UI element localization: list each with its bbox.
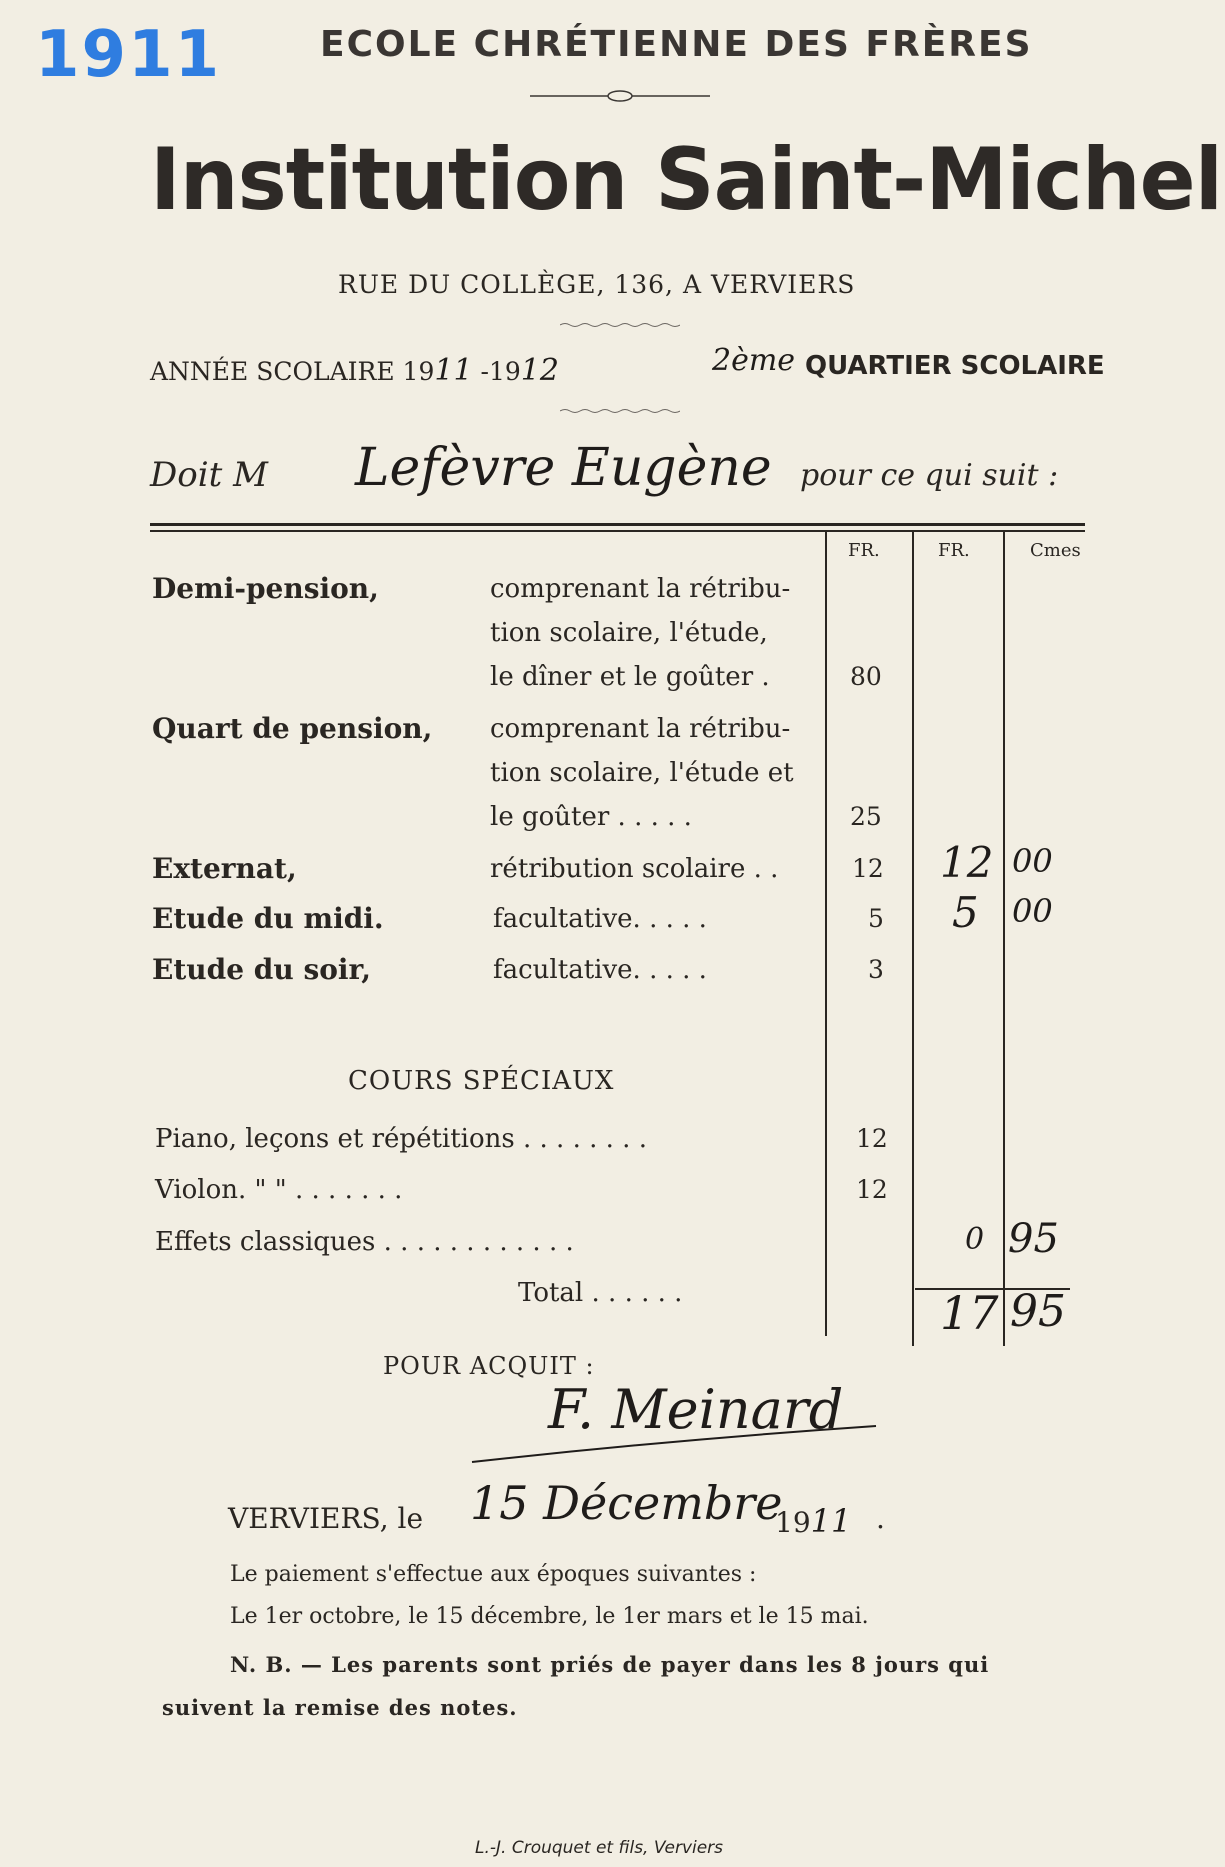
date-year-prefix: 19 — [775, 1506, 811, 1539]
ornament-divider — [530, 88, 710, 104]
small-divider-2 — [560, 408, 680, 414]
small-divider — [560, 322, 680, 328]
midi-c-handwritten: 00 — [1012, 892, 1053, 930]
item-desc-line: comprenant la rétribu- — [490, 714, 791, 744]
debtor-name-handwritten: Lefèvre Eugène — [355, 438, 772, 498]
column-header-rate: FR. — [848, 540, 880, 561]
total-fr-handwritten: 17 — [940, 1286, 999, 1340]
school-name: ECOLE CHRÉTIENNE DES FRÈRES — [320, 24, 1033, 65]
item-desc-line: tion scolaire, l'étude, — [490, 618, 768, 648]
item-desc-line: tion scolaire, l'étude et — [490, 758, 794, 788]
effets-fr-handwritten: 0 — [965, 1222, 985, 1257]
school-year-label: ANNÉE SCOLAIRE 19 — [150, 357, 435, 386]
violon-line: Violon. " " . . . . . . . — [155, 1175, 403, 1205]
year-end-handwritten: 12 — [520, 353, 559, 388]
column-rule-1 — [825, 531, 827, 1336]
item-rate: 12 — [852, 854, 884, 883]
term-handwritten: 2ème — [712, 343, 796, 378]
item-label-etude-midi: Etude du midi. — [152, 902, 384, 935]
payment-note-2: Le 1er octobre, le 15 décembre, le 1er mars et le 15 mai. — [230, 1604, 869, 1629]
piano-rate: 12 — [856, 1124, 888, 1153]
school-year-sep: -19 — [472, 357, 521, 386]
item-rate: 80 — [850, 662, 882, 691]
item-desc-line: facultative. . . . . — [493, 904, 707, 934]
effets-line: Effets classiques . . . . . . . . . . . . — [155, 1227, 574, 1257]
term-label: QUARTIER SCOLAIRE — [805, 351, 1105, 381]
total-label: Total . . . . . . — [518, 1278, 683, 1308]
item-desc-line: le goûter . . . . . — [490, 802, 692, 832]
midi-fr-handwritten: 5 — [952, 888, 979, 937]
column-rule-3 — [1003, 531, 1005, 1346]
item-desc-line: le dîner et le goûter . — [490, 662, 770, 692]
item-label-externat: Externat, — [152, 852, 297, 885]
nb-line-2: suivent la remise des notes. — [162, 1695, 518, 1720]
piano-line: Piano, leçons et répétitions . . . . . . . . — [155, 1124, 647, 1154]
year-start-handwritten: 11 — [434, 353, 473, 388]
top-rule-thin — [150, 530, 1085, 532]
item-label-demi-pension: Demi-pension, — [152, 572, 379, 605]
payment-note-1: Le paiement s'effectue aux époques suivantes : — [230, 1562, 757, 1587]
item-label-quart-de-pension: Quart de pension, — [152, 712, 433, 745]
date-day-handwritten: 15 Décembre — [470, 1476, 783, 1530]
date-prefix: VERVIERS, le — [228, 1502, 424, 1535]
nb-line-1: N. B. — Les parents sont priés de payer dans les 8 jours qui — [230, 1652, 990, 1677]
signature-flourish — [470, 1418, 880, 1468]
effets-c-handwritten: 95 — [1008, 1216, 1059, 1262]
debtor-prefix: Doit M — [150, 455, 268, 495]
column-header-fr: FR. — [938, 540, 970, 561]
acquit-label: POUR ACQUIT : — [383, 1352, 595, 1380]
top-rule — [150, 523, 1085, 526]
signature: F. Meinard — [548, 1378, 844, 1441]
date-year-handwritten: 11 — [810, 1502, 852, 1540]
item-rate: 3 — [868, 955, 884, 984]
violon-rate: 12 — [856, 1175, 888, 1204]
address: RUE DU COLLÈGE, 136, A VERVIERS — [338, 270, 856, 299]
total-c-handwritten: 95 — [1010, 1286, 1066, 1337]
school-year — [150, 353, 559, 388]
item-label-etude-soir: Etude du soir, — [152, 953, 371, 986]
printer-credit: L.-J. Crouquet et fils, Verviers — [475, 1838, 724, 1858]
item-desc-line: comprenant la rétribu- — [490, 574, 791, 604]
item-desc-line: facultative. . . . . — [493, 955, 707, 985]
year-stamp: 1911 — [35, 18, 222, 92]
column-header-cmes: Cmes — [1030, 540, 1081, 561]
debtor-suffix: pour ce qui suit : — [800, 458, 1059, 493]
externat-fr-handwritten: 12 — [940, 838, 994, 887]
date-end: . — [876, 1502, 885, 1535]
date-year — [775, 1502, 851, 1540]
special-courses-title: COURS SPÉCIAUX — [348, 1066, 615, 1096]
item-rate: 25 — [850, 802, 882, 831]
column-rule-2 — [912, 531, 914, 1346]
item-desc-line: rétribution scolaire . . — [490, 854, 779, 884]
externat-c-handwritten: 00 — [1012, 842, 1053, 880]
item-rate: 5 — [868, 904, 884, 933]
institution-title: Institution Saint-Michel — [150, 130, 1223, 230]
